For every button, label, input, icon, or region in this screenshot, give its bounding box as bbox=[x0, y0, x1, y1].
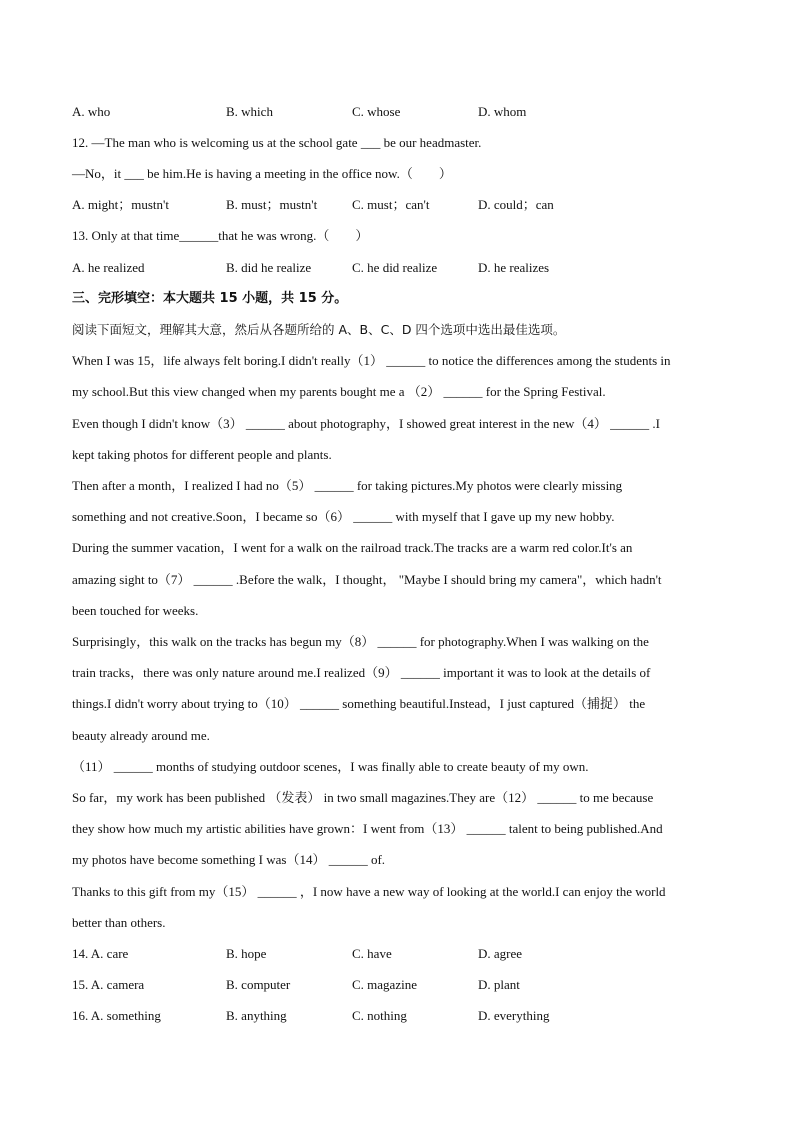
passage-line: my school.But this view changed when my parents bought me a （2） ______ for the Spring Festival. bbox=[72, 384, 606, 399]
q12-stem-reply: —No，it ___ be him.He is having a meeting in the office now.（ ） bbox=[72, 166, 452, 181]
q16-option-b: B. anything bbox=[226, 1008, 287, 1023]
passage-line: my photos have become something I was（14） ______ of. bbox=[72, 852, 386, 867]
passage-line: Surprisingly，this walk on the tracks has begun my（8） ______ for photography.When I was walking on the bbox=[72, 634, 649, 649]
q15-option-a: 15. A. camera bbox=[72, 977, 145, 992]
passage-line: better than others. bbox=[72, 915, 166, 930]
passage-line: beauty already around me. bbox=[72, 728, 210, 743]
q13-option-d: D. he realizes bbox=[478, 260, 550, 275]
q11-option-c: C. whose bbox=[352, 104, 401, 119]
passage-line: During the summer vacation，I went for a walk on the railroad track.The tracks are a warm red color.It's an bbox=[72, 540, 633, 555]
q12-option-b: B. must；mustn't bbox=[226, 197, 318, 212]
q13-option-b: B. did he realize bbox=[226, 260, 312, 275]
q12-option-c: C. must；can't bbox=[352, 197, 430, 212]
q13-options bbox=[72, 259, 722, 277]
passage-line: Then after a month，I realized I had no（5） ______ for taking pictures.My photos were clearly missing bbox=[72, 478, 623, 493]
q13-stem: 13. Only at that time______that he was wrong.（ ） bbox=[72, 228, 369, 243]
q13-option-c: C. he did realize bbox=[352, 260, 438, 275]
passage-line: kept taking photos for different people and plants. bbox=[72, 447, 332, 462]
passage-line: train tracks，there was only nature around me.I realized（9） ______ important it was to look at the details of bbox=[72, 665, 651, 680]
passage-line: amazing sight to（7） ______ .Before the walk，I thought， "Maybe I should bring my camera"，which hadn't bbox=[72, 572, 662, 587]
passage-line: been touched for weeks. bbox=[72, 603, 199, 618]
q14-option-b: B. hope bbox=[226, 946, 267, 961]
q11-option-b: B. which bbox=[226, 104, 273, 119]
q13-option-a: A. he realized bbox=[72, 260, 145, 275]
q11-options bbox=[72, 103, 722, 121]
passage-line: they show how much my artistic abilities have grown：I went from（13） ______ talent to being published.And bbox=[72, 821, 663, 836]
passage-line: something and not creative.Soon，I became so（6） ______ with myself that I gave up my new hobby. bbox=[72, 509, 615, 524]
section-instruction: 阅读下面短文，理解其大意，然后从各题所给的 A、B、C、D 四个选项中选出最佳选项。 bbox=[72, 322, 566, 337]
q15-options bbox=[72, 976, 722, 994]
passage-line: （11） ______ months of studying outdoor scenes，I was finally able to create beauty of my own. bbox=[72, 759, 589, 774]
q12-options bbox=[72, 196, 722, 214]
section-heading: 三、完形填空：本大题共 15 小题，共 15 分。 bbox=[72, 291, 348, 306]
q14-option-d: D. agree bbox=[478, 946, 523, 961]
q16-options bbox=[72, 1007, 722, 1025]
q14-option-c: C. have bbox=[352, 946, 392, 961]
q15-option-b: B. computer bbox=[226, 977, 291, 992]
q16-option-c: C. nothing bbox=[352, 1008, 407, 1023]
q12-option-a: A. might；mustn't bbox=[72, 197, 169, 212]
q15-option-d: D. plant bbox=[478, 977, 520, 992]
q14-option-a: 14. A. care bbox=[72, 946, 129, 961]
q15-option-c: C. magazine bbox=[352, 977, 417, 992]
q11-option-a: A. who bbox=[72, 104, 111, 119]
passage-line: things.I didn't worry about trying to（10） ______ something beautiful.Instead，I just captured（捕捉） the bbox=[72, 696, 646, 711]
q16-option-a: 16. A. something bbox=[72, 1008, 161, 1023]
passage-line: When I was 15，life always felt boring.I didn't really（1） ______ to notice the differences among the students in bbox=[72, 353, 671, 368]
q11-option-d: D. whom bbox=[478, 104, 527, 119]
passage-line: Thanks to this gift from my（15） ______ ，I now have a new way of looking at the world.I can enjoy the world bbox=[72, 884, 666, 899]
q16-option-d: D. everything bbox=[478, 1008, 550, 1023]
passage-line: Even though I didn't know（3） ______ about photography，I showed great interest in the new（4） ______ .I bbox=[72, 416, 660, 431]
q14-options bbox=[72, 945, 722, 963]
q12-stem: 12. —The man who is welcoming us at the school gate ___ be our headmaster. bbox=[72, 135, 482, 150]
q12-option-d: D. could；can bbox=[478, 197, 554, 212]
passage-line: So far，my work has been published （发表） in two small magazines.They are（12） ______ to me because bbox=[72, 790, 654, 805]
